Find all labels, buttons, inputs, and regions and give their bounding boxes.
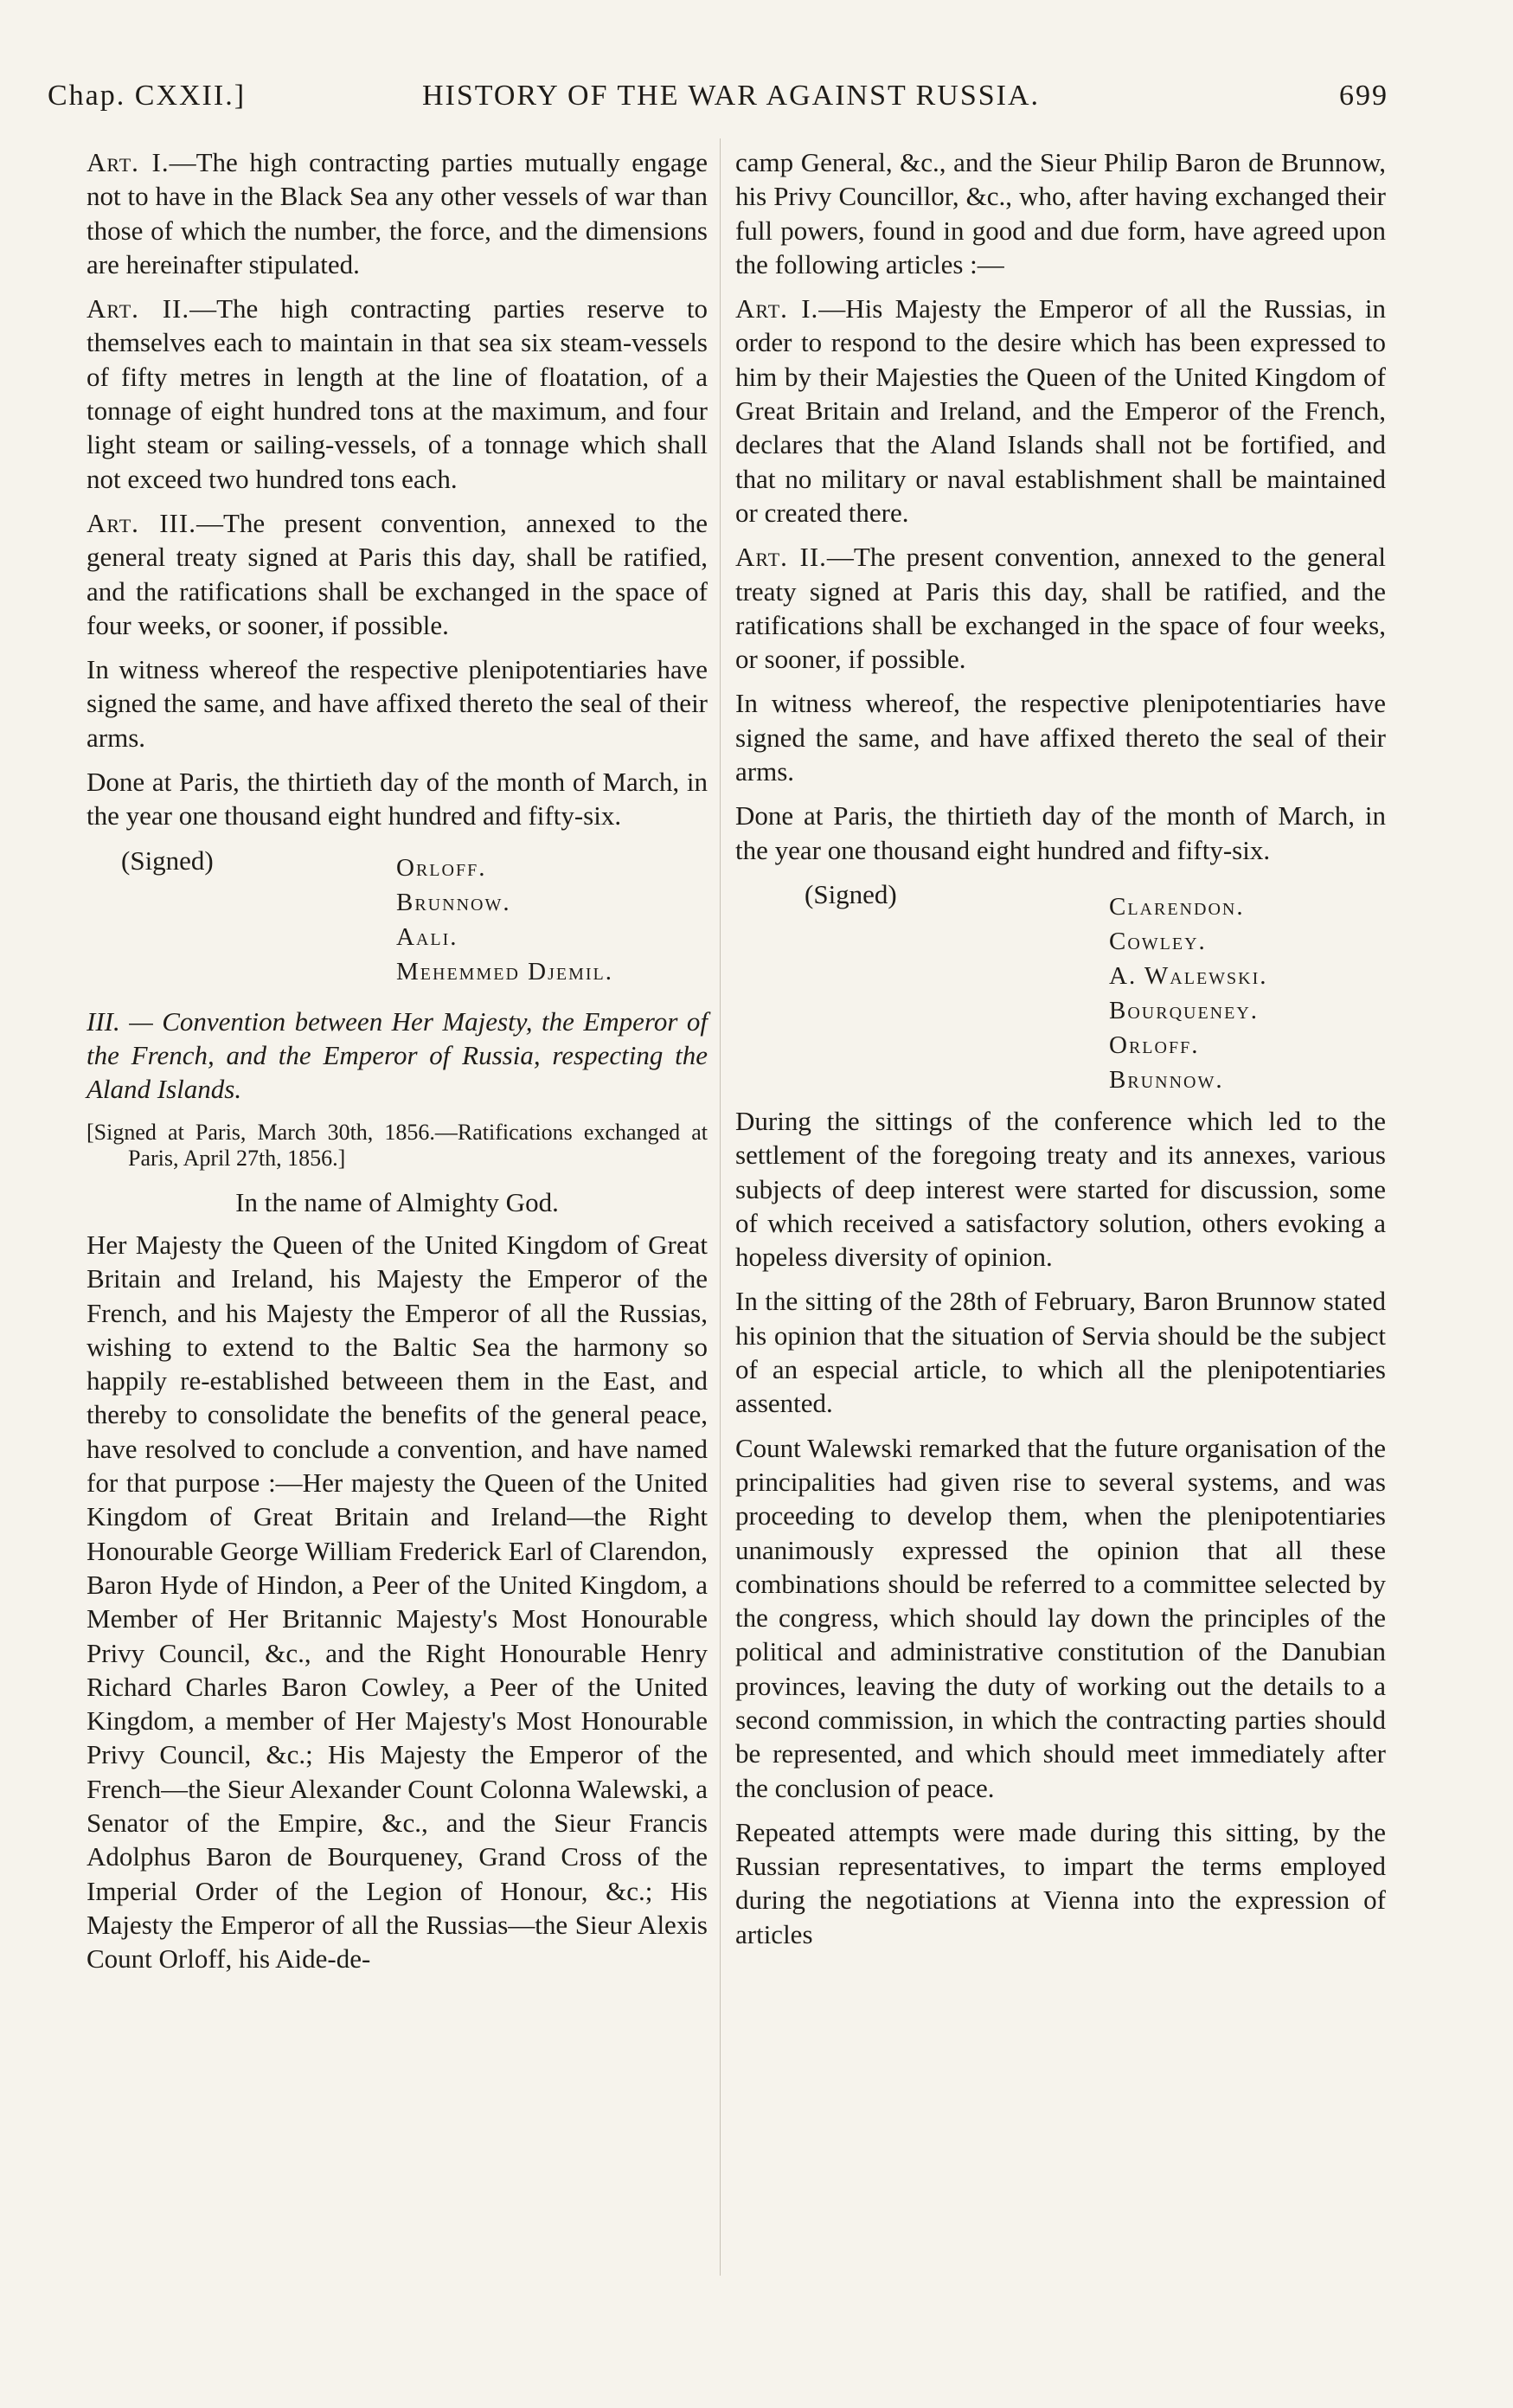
article-label: Art. I.	[735, 293, 819, 324]
article-1	[735, 292, 1386, 530]
preamble-paragraph: Her Majesty the Queen of the United Kingdom of Great Britain and Ireland, his Majesty the Emperor of the French, and his Majesty the Emperor of all the Russias, wishing to extend to the Baltic Sea the harmony so happily re-established betweeen them in the East, and thereby to consolidate the benefits of the general peace, have resolved to conclude a convention, and have named for that purpose :—Her majesty the Queen of the United Kingdom of Great Britain and Ireland—the Right Honourable George William Frederick Earl of Clarendon, Baron Hyde of Hindon, a Peer of the United Kingdom, a Member of Her Britannic Majesty's Most Honourable Privy Council, &c., and the Right Honourable Henry Richard Charles Baron Cowley, a Peer of the United Kingdom, a member of Her Majesty's Most Honourable Privy Council, &c.; His Majesty the Emperor of the French—the Sieur Alexander Count Colonna Walewski, a Senator of the Empire, &c., and the Sieur Francis Adolphus Baron de Bourqueney, Grand Cross of the Imperial Order of the Legion of Honour, &c.; His Majesty the Emperor of all the Russias—the Sieur Alexis Count Orloff, his Aide-de-	[87, 1229, 708, 1975]
page-number: 699	[1339, 80, 1388, 112]
article-1	[87, 145, 708, 281]
body-paragraph: During the sittings of the conference which led to the settlement of the foregoing treaty and its annexes, various subjects of deep interest were started for discussion, some of which received a satisfactory solution, others evoking a hopeless diversity of opinion.	[735, 1105, 1386, 1273]
signatory: A. Walewski.	[1109, 961, 1268, 990]
invocation: In the name of Almighty God.	[235, 1186, 559, 1217]
article-text: —The present convention, annexed to the general treaty signed at Paris this day, shall be ratified, and the ratifications shall be exchanged in the space of four weeks, or sooner, if possible.	[735, 542, 1387, 675]
chapter-label: Chap. CXXII.]	[48, 80, 247, 112]
signatory: Brunnow.	[1109, 1065, 1224, 1094]
signed-label: (Signed)	[805, 878, 897, 909]
running-title: HISTORY OF THE WAR AGAINST RUSSIA.	[421, 80, 1041, 112]
signatory: Orloff.	[396, 853, 487, 882]
done-paragraph: Done at Paris, the thirtieth day of the month of March, in the year one thousand eight hundred and fifty-six.	[87, 767, 708, 832]
signatory-list	[396, 851, 613, 989]
convention-heading: III. — Convention between Her Majesty, the Emperor of the French, and the Emperor of Russia, respecting the Aland Islands.	[87, 1005, 708, 1104]
signatory: Bourqueney.	[1109, 996, 1260, 1024]
body-paragraph: In the sitting of the 28th of February, Baron Brunnow stated his opinion that the situation of Servia should be the subject of an especial article, to which all the plenipotentiaries assented.	[735, 1286, 1386, 1419]
signatory: Brunnow.	[396, 888, 511, 916]
column-divider	[720, 138, 721, 2276]
article-2	[87, 292, 708, 496]
article-2	[735, 540, 1386, 676]
body-paragraph: Count Walewski remarked that the future organisation of the principalities had given rise to several systems, and was proceeding to develop them, when the plenipotentiaries unanimously expressed the opinion that all these combinations should be referred to a committee selected by the congress, which should lay down the principles of the political and administrative constitution of the Danubian provinces, leaving the duty of working out the details to a second commission, in which the contracting parties should be represented, and which should meet immediately after the conclusion of peace.	[735, 1432, 1386, 1803]
signatory: Cowley.	[1109, 927, 1207, 955]
article-3	[87, 506, 708, 642]
preamble-continuation: camp General, &c., and the Sieur Philip Baron de Brunnow, his Privy Councillor, &c., who, after having exchanged their full powers, found in good and due form, have agreed upon the following articles :—	[735, 147, 1386, 279]
signed-label: (Signed)	[121, 844, 214, 876]
left-column	[87, 145, 708, 1986]
signed-note: [Signed at Paris, March 30th, 1856.—Ratifications exchanged at Paris, April 27th, 1856.]	[87, 1119, 708, 1171]
done-paragraph: Done at Paris, the thirtieth day of the month of March, in the year one thousand eight hundred and fifty-six.	[735, 800, 1386, 865]
article-text: —The high contracting parties reserve to themselves each to maintain in that sea six steam-vessels of fifty metres in length at the line of floatation, of a tonnage of eight hundred tons at the maximum, and four light steam or sailing-vessels, of a tonnage which shall not exceed two hundred tons each.	[87, 293, 708, 494]
signatory: Mehemmed Djemil.	[396, 957, 613, 986]
signatory-list	[1109, 889, 1268, 1097]
signature-block	[87, 844, 708, 986]
witness-paragraph: In witness whereof the respective plenipotentiaries have signed the same, and have affixed thereto the seal of their arms.	[87, 654, 708, 753]
article-label: Art. III.	[87, 507, 196, 538]
article-label: Art. II.	[735, 542, 827, 573]
witness-paragraph: In witness whereof, the respective plenipotentiaries have signed the same, and have affixed thereto the seal of their arms.	[735, 688, 1386, 787]
right-column	[735, 145, 1386, 1962]
page-header	[48, 80, 1388, 123]
signatory: Aali.	[396, 922, 458, 951]
article-label: Art. I.	[87, 147, 170, 177]
signature-block	[735, 877, 1386, 1094]
article-text: —His Majesty the Emperor of all the Russias, in order to respond to the desire which has been expressed to him by their Majesties the Queen of the United Kingdom of Great Britain and Ireland, and the Emperor of the French, declares that the Aland Islands shall not be fortified, and that no military or naval establishment shall be maintained or created there.	[735, 293, 1386, 528]
article-text: —The present convention, annexed to the general treaty signed at Paris this day, shall be ratified, and the ratifications shall be exchanged in the space of four weeks, or sooner, if possible.	[87, 507, 708, 640]
body-paragraph: Repeated attempts were made during this sitting, by the Russian representatives, to impart the terms employed during the negotiations at Vienna into the expression of articles	[735, 1816, 1386, 1949]
signatory: Clarendon.	[1109, 892, 1245, 921]
signatory: Orloff.	[1109, 1031, 1200, 1059]
article-label: Art. II.	[87, 293, 190, 324]
article-text: —The high contracting parties mutually engage not to have in the Black Sea any other vessels of war than those of which the number, the force, and the dimensions are hereinafter stipulated.	[87, 147, 708, 279]
